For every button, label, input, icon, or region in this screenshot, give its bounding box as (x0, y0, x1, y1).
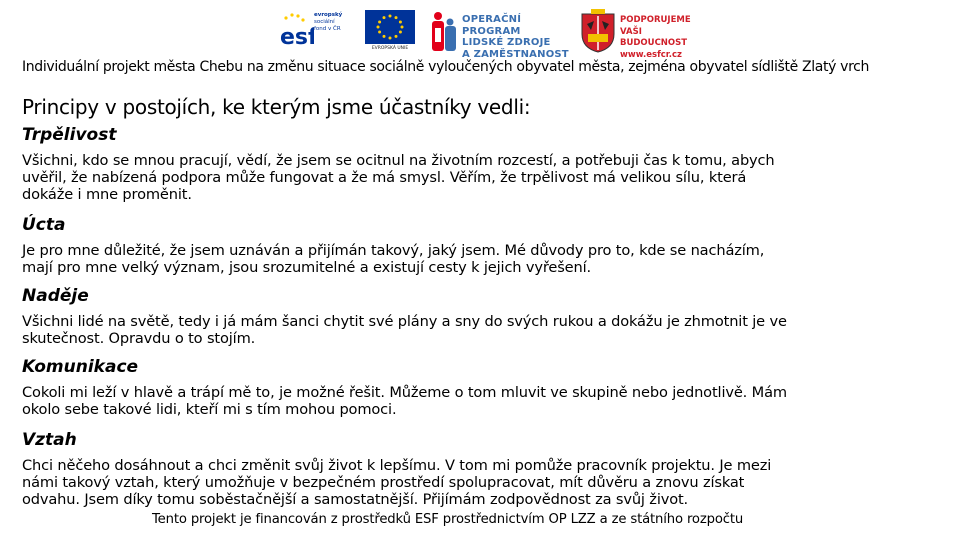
op-lzz-text (462, 14, 580, 60)
eu-logo (365, 10, 415, 54)
section-line: Je pro mne důležité, že jsem uznáván a přijímán takový, jaký jsem. Mé důvody pro to, kde se nacházím, (22, 242, 765, 259)
section-body (22, 457, 922, 508)
op-people-icon (430, 10, 458, 54)
section-line: mají pro mne velký význam, jsou srozumitelné a existují cesty k jejich vyřešení. (22, 259, 592, 276)
cheb-coat-of-arms-icon (578, 8, 618, 54)
cheb-slogan-line: VAŠI BUDOUCNOST (620, 26, 688, 48)
page-heading: Principy v postojích, ke kterým jsme účastníky vedli: (22, 95, 531, 119)
section-body (22, 384, 922, 418)
section-line: námi takový vztah, který umožňuje v bezpečném prostředí spolupracovat, mít důvěru a znovu získat (22, 474, 745, 491)
section-line: Cokoli mi leží v hlavě a trápí mě to, je možné řešit. Můžeme o tom mluvit ve skupině nebo jednotlivě. Mám (22, 384, 787, 401)
cheb-slogan-line: PODPORUJEME (620, 15, 691, 25)
section-title: Vztah (22, 430, 77, 450)
esf-caption-line: evropský (314, 12, 343, 18)
esf-mark-text: esf (280, 25, 314, 50)
esf-caption-line: sociální (314, 19, 335, 25)
section-komunikace (22, 356, 922, 418)
eu-flag-icon (365, 10, 415, 44)
section-line: Všichni, kdo se mnou pracují, vědí, že jsem se ocitnul na životním rozcestí, a potřebuji čas k tomu, abych (22, 152, 775, 169)
section-title: Úcta (22, 215, 66, 235)
section-line: uvěřil, že nabízená podpora může fungovat a že má smysl. Věřím, že trpělivost má velikou sílu, která (22, 169, 747, 186)
section-line: okolo sebe takové lidi, kteří mi s tím mohou pomoci. (22, 401, 397, 418)
op-text-line: LIDSKÉ ZDROJE (462, 37, 551, 48)
section-nadeje (22, 285, 922, 347)
section-line: Chci něčeho dosáhnout a chci změnit svůj život k lepšímu. V tom mi pomůže pracovník projektu. Je mezi (22, 457, 772, 474)
section-line: skutečnost. Opravdu o to stojím. (22, 330, 256, 347)
section-title: Trpělivost (22, 125, 117, 145)
funding-footer: Tento projekt je financován z prostředků ESF prostřednictvím OP LZZ a ze státního rozpočtu (152, 512, 744, 527)
cheb-slogan (620, 15, 698, 61)
cheb-logo (578, 8, 698, 60)
esf-mark-icon (278, 10, 314, 54)
op-text-line: OPERAČNÍ PROGRAM (462, 14, 522, 37)
section-body (22, 313, 922, 347)
section-vztah (22, 429, 922, 508)
section-title: Naděje (22, 286, 89, 306)
op-lzz-logo (430, 10, 580, 60)
project-title: Individuální projekt města Chebu na změnu situace sociálně vyloučených obyvatel města, zejména obyvatel sídliště Zlatý vrch (22, 59, 870, 75)
section-title: Komunikace (22, 357, 139, 377)
cheb-slogan-url: www.esfcr.cz (620, 49, 682, 60)
section-line: odvahu. Jsem díky tomu soběstačnější a samostatnější. Přijímám zodpovědnost za svůj život. (22, 491, 689, 508)
section-body (22, 152, 922, 203)
esf-caption (314, 12, 342, 33)
section-body (22, 242, 922, 276)
section-line: dokáže i mne proměnit. (22, 186, 192, 203)
section-line: Všichni lidé na světě, tedy i já mám šanci chytit své plány a sny do svých rukou a dokážu je zhmotnit je ve (22, 313, 787, 330)
op-text-line: A ZAMĚSTNANOST (462, 48, 569, 60)
logo-bar (0, 0, 960, 58)
esf-caption-line: fond v ČR (314, 26, 341, 32)
section-ucta (22, 214, 922, 276)
esf-logo (278, 10, 358, 54)
eu-caption: EVROPSKÁ UNIE (371, 46, 409, 51)
section-trpelivost (22, 124, 922, 203)
